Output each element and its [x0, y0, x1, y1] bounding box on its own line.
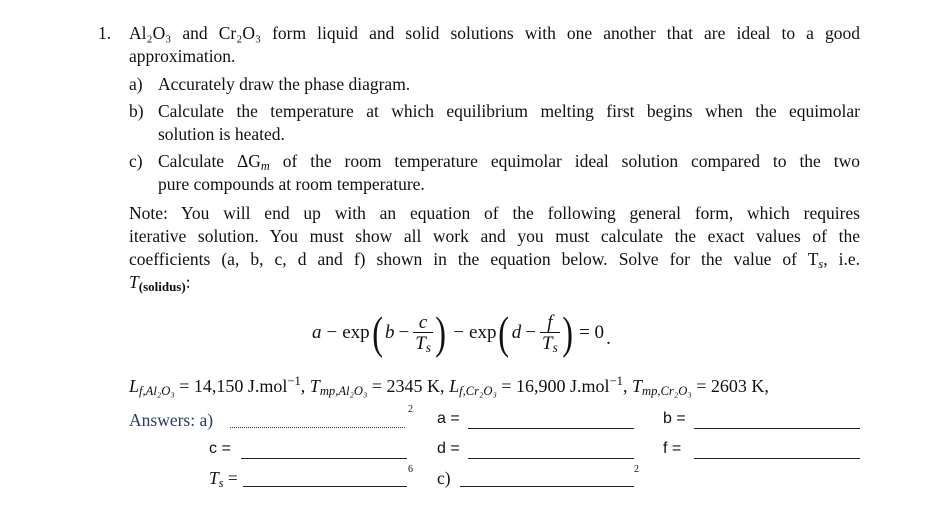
note-line-3	[129, 249, 860, 270]
L-fusion-alumina-symbol: L	[129, 376, 140, 396]
eq-a: a	[312, 322, 322, 343]
eq-minus-2: −	[398, 322, 410, 343]
constants-line: $L_{f,Al_2O_3} = 14,150$ J.mol$^{-1}$, $T_{mp,Al_2O_3} = 2345$ K, $L_{f,Cr_2O_3} = 16,900$ J.mol$^{-1}$, $T_{mp,Cr_2O_3} = 2603$ K,	[129, 374, 769, 398]
note-line-2: iterative solution. You must show all work and you must calculate the exact values of the	[129, 226, 860, 246]
answer-a-label: a =	[437, 410, 460, 427]
L-fusion-chromia-exp: −1	[609, 374, 623, 388]
part-a-label: a)	[129, 74, 143, 94]
part-c-label: c)	[129, 151, 143, 171]
part-b-text-line-2: solution is heated.	[158, 124, 285, 144]
T-melt-chromia-value: = 2603 K,	[696, 376, 769, 396]
eq-Ts-2: $T_s$	[542, 333, 558, 355]
part-c-text-line-1	[158, 151, 860, 172]
note-line-4	[129, 272, 191, 293]
iterative-equation	[312, 307, 611, 358]
L-fusion-chromia-symbol: L	[449, 376, 460, 396]
T-melt-alumina-symbol: T	[309, 376, 320, 396]
problem-intro-line-1: Al₂O₃ and Cr₂O₃ form liquid and solid solutions with one another that are ideal to a good	[129, 23, 860, 43]
answer-a-blank[interactable]	[230, 426, 405, 428]
answer-a-input[interactable]	[468, 427, 634, 429]
part-c-pre: Calculate ΔG	[158, 151, 261, 171]
answers-label: Answers: a)	[129, 410, 214, 430]
points-c: 2	[634, 464, 639, 475]
T-melt-alumina-value: = 2345 K,	[371, 376, 445, 396]
eq-fraction-c-over-Ts	[413, 313, 433, 353]
problem-intro-line-2: approximation.	[129, 46, 236, 66]
L-fusion-alumina-value: = 14,150 J.mol	[179, 376, 288, 396]
points-a: 2	[408, 404, 413, 415]
eq-minus-1: −	[326, 322, 338, 343]
answer-c-label: c =	[209, 440, 231, 457]
answer-f-input[interactable]	[694, 457, 860, 459]
answer-d-label: d =	[437, 440, 460, 457]
answer-Ts-input[interactable]	[243, 485, 407, 487]
part-a-text: Accurately draw the phase diagram.	[158, 74, 411, 94]
eq-fraction-f-over-Ts	[540, 313, 560, 353]
answer-d-input[interactable]	[468, 457, 634, 459]
L-fusion-alumina-exp: −1	[287, 374, 301, 388]
eq-left-paren-2: (	[498, 307, 510, 358]
eq-minus-4: −	[525, 322, 536, 343]
points-Ts: 6	[408, 464, 413, 475]
note-line-3-sub: s	[818, 257, 824, 271]
L-fusion-chromia-sub: f,Cr₂O₃	[459, 384, 497, 398]
eq-f: f	[540, 313, 560, 333]
L-fusion-chromia-value: = 16,900 J.mol	[501, 376, 610, 396]
T-melt-chromia-symbol: T	[631, 376, 642, 396]
eq-minus-3: −	[453, 322, 465, 343]
note-colon: :	[185, 272, 191, 292]
eq-d: d	[511, 322, 522, 343]
part-c-sub: m	[260, 159, 270, 173]
note-T: T	[129, 272, 139, 292]
L-fusion-alumina-sub: f,Al₂O₃	[139, 384, 175, 398]
note-line-3-pre: coefficients (a, b, c, d and f) shown in the equation below. Solve for the value of T	[129, 249, 819, 269]
eq-c: c	[413, 313, 433, 333]
part-b-text-line-1: Calculate the temperature at which equilibrium melting first begins when the equimolar	[158, 101, 860, 121]
eq-right-paren-1: )	[435, 307, 446, 358]
eq-period: .	[606, 328, 611, 349]
answer-b-input[interactable]	[694, 427, 860, 429]
note-T-sub: (solidus)	[138, 279, 186, 294]
eq-equals-zero: = 0	[579, 322, 605, 343]
note-line-1: Note: You will end up with an equation of the following general form, which requires	[129, 203, 860, 223]
eq-exp-1: exp	[342, 322, 370, 343]
eq-right-paren-2: )	[562, 307, 573, 358]
answer-b-label: b =	[663, 410, 686, 427]
answer-Ts-label: $T_s$ =	[209, 468, 238, 490]
answer-c-input[interactable]	[241, 457, 407, 459]
T-melt-chromia-sub: mp,Cr₂O₃	[641, 384, 692, 398]
eq-b: b	[384, 322, 395, 343]
part-b-label: b)	[129, 101, 144, 121]
answer-c-part-label: c)	[437, 468, 451, 488]
T-melt-alumina-sub: mp,Al₂O₃	[319, 384, 368, 398]
part-c-text-line-2: pure compounds at room temperature.	[158, 174, 425, 194]
eq-Ts-1: $T_s$	[415, 333, 431, 355]
answer-f-label: f =	[663, 440, 682, 457]
eq-left-paren-1: (	[371, 307, 383, 358]
eq-exp-2: exp	[469, 322, 497, 343]
part-c-post: of the room temperature equimolar ideal solution compared to the two	[282, 151, 861, 171]
note-line-3-post: , i.e.	[823, 249, 860, 269]
answer-c-part-input[interactable]	[460, 485, 634, 487]
problem-number: 1.	[98, 23, 112, 43]
